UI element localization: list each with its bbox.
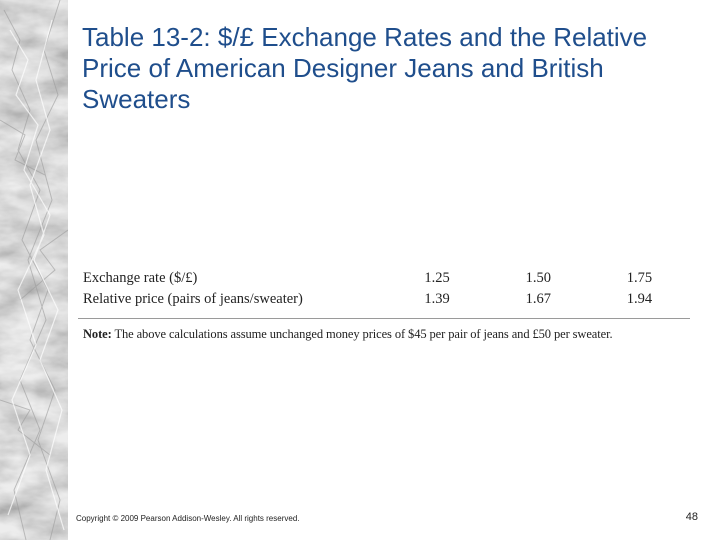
table-cell: 1.25 (424, 270, 450, 286)
row-label: Relative price (pairs of jeans/sweater) (83, 291, 303, 307)
table-cell: 1.39 (424, 291, 450, 307)
row-label: Exchange rate ($/£) (83, 270, 198, 286)
copyright-notice: Copyright © 2009 Pearson Addison-Wesley. All rights reserved. (76, 514, 300, 523)
table-row-exchange-rate (78, 268, 690, 289)
marble-texture-strip (0, 0, 68, 540)
table-cell: 1.50 (525, 270, 551, 286)
slide-title: Table 13-2: $/£ Exchange Rates and the Relative Price of American Designer Jeans and British Sweaters (82, 22, 648, 114)
page-number: 48 (685, 511, 698, 523)
table-row-relative-price (78, 289, 690, 310)
note-label: Note: (83, 327, 112, 341)
data-table (78, 268, 690, 310)
table-cell: 1.94 (626, 291, 653, 307)
table-divider (78, 318, 690, 319)
note-text: The above calculations assume unchanged money prices of $45 per pair of jeans and £50 per sweater. (111, 327, 613, 341)
table-cell: 1.75 (626, 270, 653, 286)
table-cell: 1.67 (525, 291, 551, 307)
table-note (78, 327, 690, 342)
exchange-rate-table (78, 268, 690, 342)
